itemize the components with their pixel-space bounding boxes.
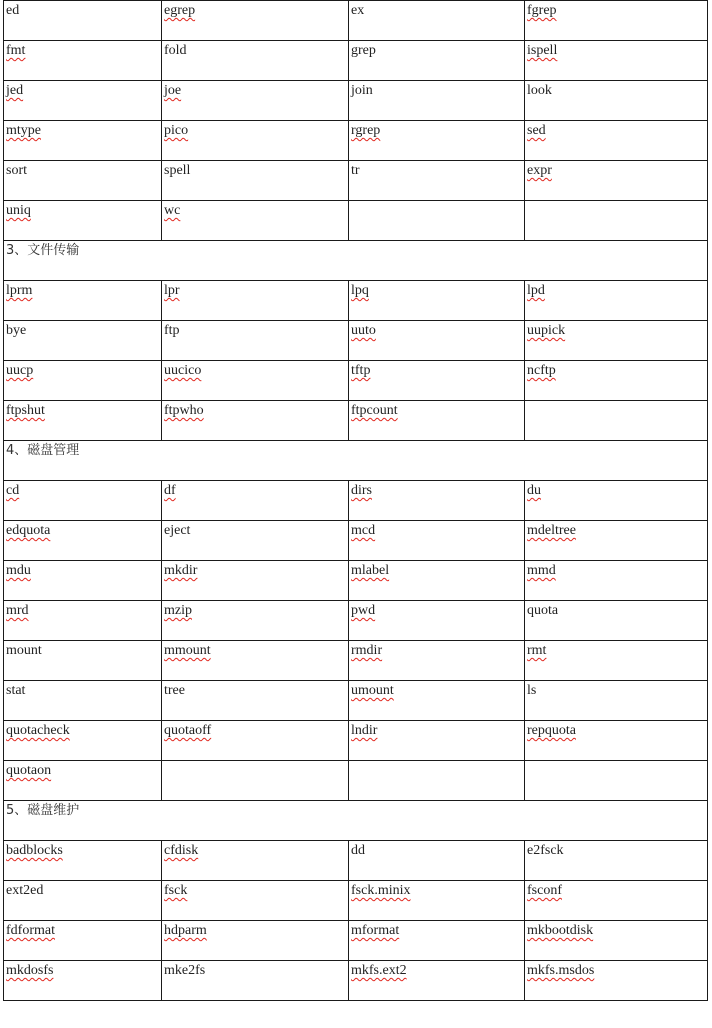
- command-name: pwd: [351, 603, 376, 618]
- table-cell: [4, 161, 162, 201]
- table-cell: [162, 561, 349, 601]
- command-name: quotaoff: [164, 723, 212, 738]
- table-cell: [525, 561, 708, 601]
- table-cell: [525, 1, 708, 41]
- table-cell: [349, 841, 525, 881]
- table-row: [4, 601, 708, 641]
- command-name: wc: [164, 203, 181, 218]
- command-name: lpr: [164, 283, 180, 298]
- table-cell: [4, 521, 162, 561]
- section-title: 5、磁盘维护: [4, 801, 708, 841]
- table-cell: [162, 601, 349, 641]
- command-name: mlabel: [351, 563, 390, 578]
- table-row: [4, 561, 708, 601]
- table-cell: [162, 81, 349, 121]
- command-name: uucico: [164, 363, 202, 378]
- command-name: ftpcount: [351, 403, 398, 418]
- table-cell: [525, 201, 708, 241]
- table-cell: [162, 161, 349, 201]
- command-name: badblocks: [6, 843, 63, 858]
- command-name: uniq: [6, 203, 31, 218]
- table-cell: [349, 961, 525, 1001]
- table-cell: [4, 641, 162, 681]
- command-name: tftp: [351, 363, 371, 378]
- command-name: egrep: [164, 3, 196, 18]
- command-name: tr: [351, 163, 360, 178]
- table-cell: [349, 881, 525, 921]
- table-cell: [4, 561, 162, 601]
- table-cell: [4, 201, 162, 241]
- table-cell: [162, 761, 349, 801]
- table-cell: [349, 721, 525, 761]
- command-name: expr: [527, 163, 552, 178]
- command-name: mmd: [527, 563, 556, 578]
- command-name: fsck: [164, 883, 188, 898]
- table-cell: [525, 961, 708, 1001]
- table-cell: [349, 601, 525, 641]
- table-cell: [4, 841, 162, 881]
- table-cell: [349, 161, 525, 201]
- command-name: mdu: [6, 563, 31, 578]
- command-name: cd: [6, 483, 20, 498]
- command-name: lpd: [527, 283, 545, 298]
- command-name: lndir: [351, 723, 378, 738]
- table-cell: [162, 321, 349, 361]
- table-cell: [525, 161, 708, 201]
- table-cell: [4, 721, 162, 761]
- table-row: [4, 721, 708, 761]
- table-cell: [525, 401, 708, 441]
- command-name: tree: [164, 683, 185, 698]
- command-name: rmdir: [351, 643, 383, 658]
- command-name: fsconf: [527, 883, 562, 898]
- command-name: jed: [6, 83, 24, 98]
- command-name: ncftp: [527, 363, 556, 378]
- command-name: quotaon: [6, 763, 52, 778]
- command-name: stat: [6, 683, 26, 698]
- command-name: mmount: [164, 643, 211, 658]
- table-cell: [4, 961, 162, 1001]
- table-cell: [525, 681, 708, 721]
- table-cell: [4, 681, 162, 721]
- table-cell: [349, 681, 525, 721]
- table-row: [4, 641, 708, 681]
- command-name: look: [527, 83, 552, 98]
- table-cell: [349, 41, 525, 81]
- table-row: [4, 81, 708, 121]
- table-row: [4, 921, 708, 961]
- table-cell: [525, 521, 708, 561]
- command-name: mtype: [6, 123, 41, 138]
- table-row: [4, 881, 708, 921]
- table-row: [4, 121, 708, 161]
- table-cell: [349, 201, 525, 241]
- table-cell: [162, 881, 349, 921]
- table-cell: [4, 361, 162, 401]
- table-row: [4, 321, 708, 361]
- table-cell: [162, 681, 349, 721]
- command-name: pico: [164, 123, 189, 138]
- table-cell: [349, 361, 525, 401]
- table-cell: [4, 81, 162, 121]
- table-cell: [162, 521, 349, 561]
- table-cell: [525, 761, 708, 801]
- section-title: 3、文件传输: [4, 241, 708, 281]
- command-name: mformat: [351, 923, 400, 938]
- table-cell: [162, 361, 349, 401]
- table-cell: [349, 481, 525, 521]
- table-cell: [525, 481, 708, 521]
- command-name: edquota: [6, 523, 51, 538]
- command-name: ed: [6, 3, 20, 18]
- table-cell: [349, 281, 525, 321]
- table-cell: [162, 961, 349, 1001]
- command-table-body: [4, 1, 708, 1001]
- table-cell: [349, 121, 525, 161]
- command-name: du: [527, 483, 541, 498]
- table-cell: [525, 601, 708, 641]
- table-row: [4, 761, 708, 801]
- command-name: fsck.minix: [351, 883, 411, 898]
- table-cell: [4, 121, 162, 161]
- table-cell: [525, 841, 708, 881]
- command-name: hdparm: [164, 923, 207, 938]
- section-header-row: [4, 801, 708, 841]
- command-name: cfdisk: [164, 843, 199, 858]
- command-name: ex: [351, 3, 365, 18]
- table-cell: [349, 81, 525, 121]
- table-row: [4, 1, 708, 41]
- command-name: ftpwho: [164, 403, 204, 418]
- command-name: join: [351, 83, 373, 98]
- table-row: [4, 41, 708, 81]
- table-cell: [4, 481, 162, 521]
- command-name: e2fsck: [527, 843, 564, 858]
- table-cell: [162, 1, 349, 41]
- command-name: uucp: [6, 363, 34, 378]
- table-cell: [162, 841, 349, 881]
- table-row: [4, 161, 708, 201]
- command-name: mkdosfs: [6, 963, 54, 978]
- table-cell: [525, 281, 708, 321]
- command-name: mzip: [164, 603, 192, 618]
- command-name: ls: [527, 683, 537, 698]
- table-cell: [349, 921, 525, 961]
- command-name: fdformat: [6, 923, 55, 938]
- table-cell: [162, 401, 349, 441]
- command-name: uuto: [351, 323, 376, 338]
- command-name: grep: [351, 43, 376, 58]
- command-name: joe: [164, 83, 182, 98]
- command-name: mkfs.ext2: [351, 963, 407, 978]
- command-name: ext2ed: [6, 883, 44, 898]
- command-name: dirs: [351, 483, 372, 498]
- table-cell: [4, 921, 162, 961]
- table-cell: [162, 41, 349, 81]
- table-cell: [4, 401, 162, 441]
- section-title: 4、磁盘管理: [4, 441, 708, 481]
- command-name: ftp: [164, 323, 180, 338]
- table-cell: [349, 641, 525, 681]
- command-name: df: [164, 483, 176, 498]
- table-row: [4, 681, 708, 721]
- table-cell: [162, 481, 349, 521]
- table-row: [4, 281, 708, 321]
- command-name: quotacheck: [6, 723, 70, 738]
- command-name: fold: [164, 43, 187, 58]
- table-row: [4, 401, 708, 441]
- table-row: [4, 481, 708, 521]
- table-cell: [525, 721, 708, 761]
- table-cell: [4, 761, 162, 801]
- table-cell: [349, 401, 525, 441]
- table-cell: [525, 881, 708, 921]
- table-cell: [162, 121, 349, 161]
- command-name: sed: [527, 123, 546, 138]
- command-name: mkfs.msdos: [527, 963, 595, 978]
- command-name: mkdir: [164, 563, 198, 578]
- table-row: [4, 201, 708, 241]
- table-cell: [525, 321, 708, 361]
- command-table: [3, 0, 708, 1001]
- table-cell: [525, 41, 708, 81]
- section-header-row: [4, 441, 708, 481]
- command-name: uupick: [527, 323, 566, 338]
- table-cell: [4, 281, 162, 321]
- command-name: mkbootdisk: [527, 923, 594, 938]
- command-name: quota: [527, 603, 559, 618]
- command-name: fmt: [6, 43, 26, 58]
- command-name: bye: [6, 323, 27, 338]
- table-cell: [349, 1, 525, 41]
- table-cell: [349, 521, 525, 561]
- command-name: mrd: [6, 603, 29, 618]
- table-row: [4, 841, 708, 881]
- command-name: spell: [164, 163, 191, 178]
- table-cell: [525, 81, 708, 121]
- command-name: lpq: [351, 283, 369, 298]
- table-cell: [4, 321, 162, 361]
- command-name: rgrep: [351, 123, 381, 138]
- table-cell: [525, 121, 708, 161]
- table-cell: [162, 201, 349, 241]
- table-row: [4, 361, 708, 401]
- table-cell: [4, 41, 162, 81]
- table-cell: [4, 601, 162, 641]
- table-cell: [349, 561, 525, 601]
- command-name: mke2fs: [164, 963, 206, 978]
- command-name: lprm: [6, 283, 33, 298]
- table-row: [4, 521, 708, 561]
- command-name: mount: [6, 643, 42, 658]
- command-name: ispell: [527, 43, 558, 58]
- table-cell: [4, 881, 162, 921]
- command-name: repquota: [527, 723, 576, 738]
- command-name: fgrep: [527, 3, 557, 18]
- table-cell: [162, 721, 349, 761]
- table-cell: [525, 921, 708, 961]
- table-cell: [525, 641, 708, 681]
- command-name: rmt: [527, 643, 547, 658]
- command-name: mcd: [351, 523, 376, 538]
- table-cell: [349, 321, 525, 361]
- table-cell: [525, 361, 708, 401]
- table-cell: [349, 761, 525, 801]
- section-header-row: [4, 241, 708, 281]
- table-cell: [162, 281, 349, 321]
- command-name: dd: [351, 843, 365, 858]
- table-cell: [162, 921, 349, 961]
- command-name: mdeltree: [527, 523, 576, 538]
- command-name: ftpshut: [6, 403, 45, 418]
- table-cell: [4, 1, 162, 41]
- table-cell: [162, 641, 349, 681]
- command-name: eject: [164, 523, 191, 538]
- command-name: umount: [351, 683, 394, 698]
- command-name: sort: [6, 163, 27, 178]
- table-row: [4, 961, 708, 1001]
